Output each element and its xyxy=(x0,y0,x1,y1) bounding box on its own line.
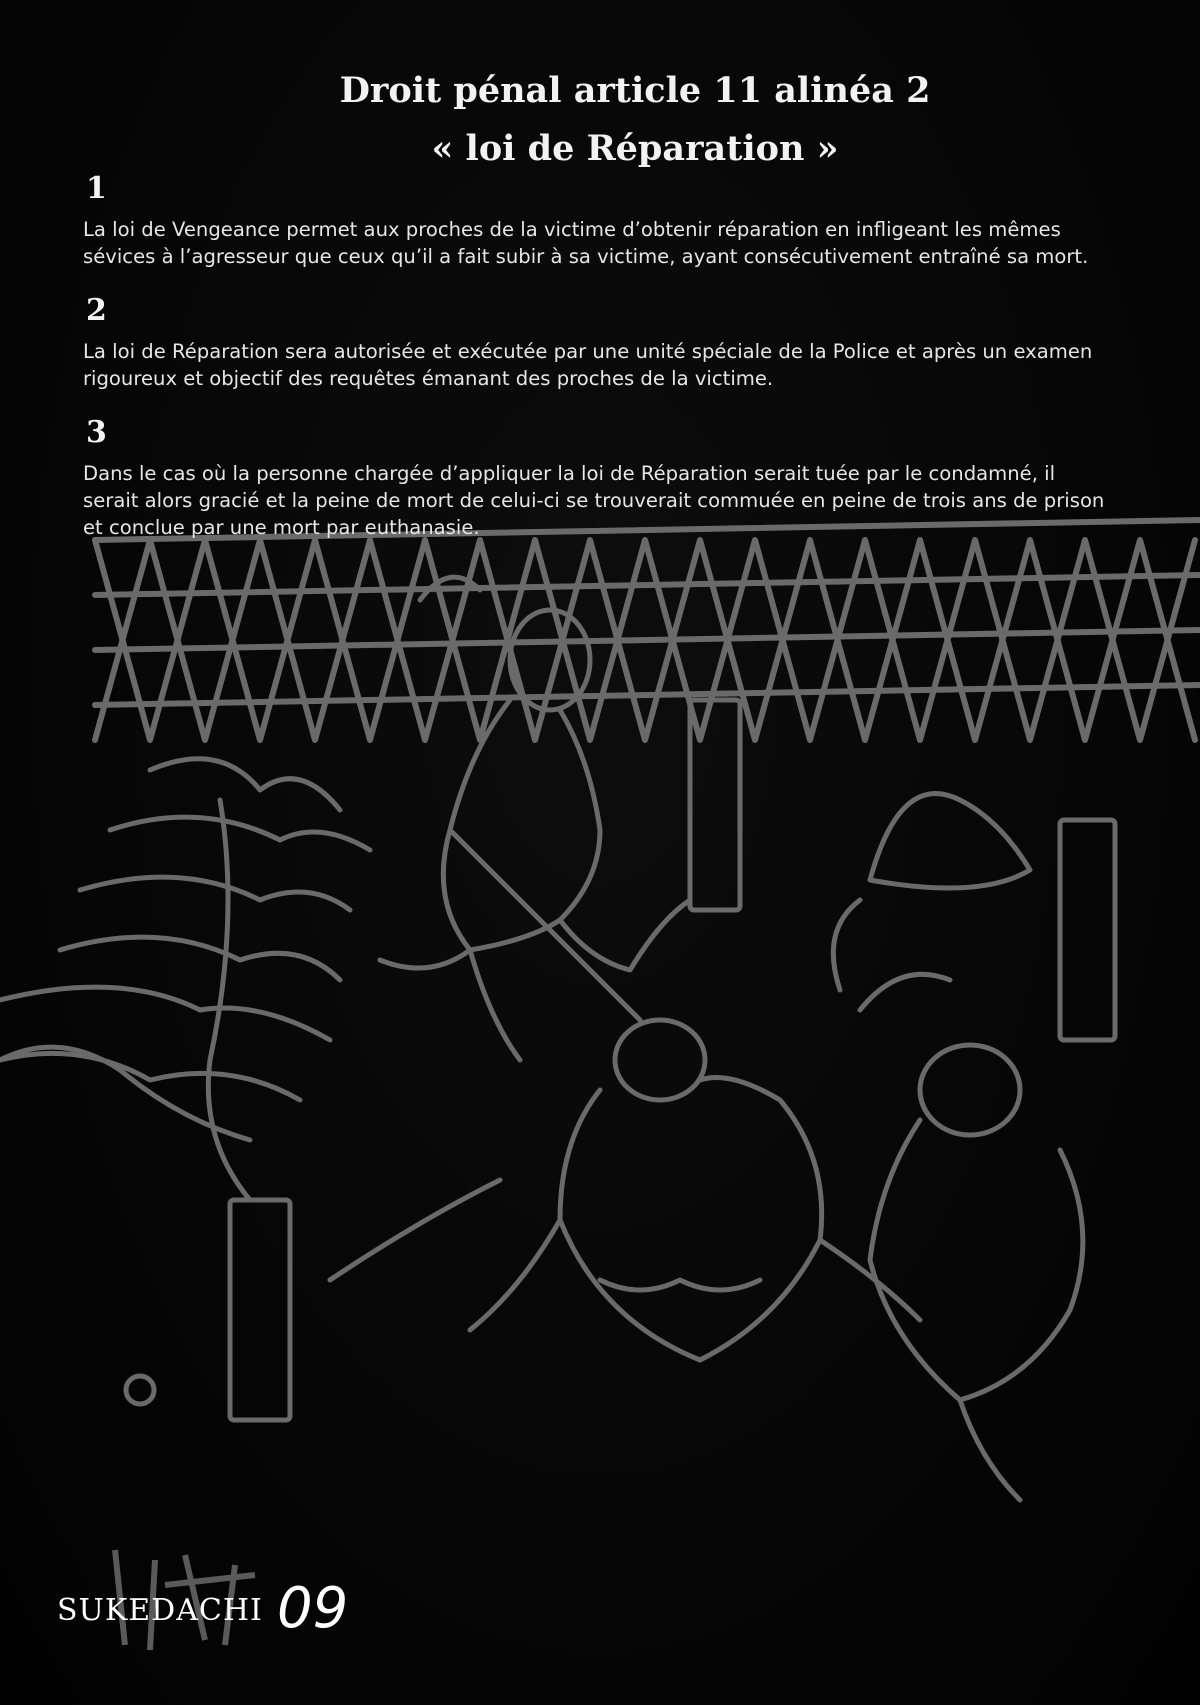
fallen-warrior xyxy=(330,1020,920,1360)
article-number: 3 xyxy=(86,415,107,450)
series-logo xyxy=(55,1545,355,1655)
artist-seal xyxy=(126,1376,154,1404)
rock xyxy=(870,794,1030,888)
pine-tree xyxy=(0,759,370,1200)
article-1 xyxy=(83,168,1113,270)
article-2 xyxy=(83,290,1113,392)
title-line-2: « loi de Réparation » xyxy=(431,128,839,169)
fight-scene-illustration xyxy=(0,500,1200,1560)
name-plaque-2 xyxy=(1060,820,1115,1040)
article-number: 1 xyxy=(86,171,107,206)
leaping-samurai xyxy=(380,577,690,1060)
logo-volume: 09 xyxy=(277,1576,349,1641)
article-text: La loi de Vengeance permet aux proches de la victime d’obtenir réparation en infligeant les mêmes sévices à l’agresseur que ceux qu’il a fait subir à sa victime, ayant consécutivement entraîné sa mort. xyxy=(83,218,1089,268)
ground xyxy=(0,1047,250,1140)
logo-title: SUKEDACHI xyxy=(57,1593,263,1628)
articles-list xyxy=(83,168,1113,561)
article-number: 2 xyxy=(86,293,107,328)
third-figure xyxy=(833,900,1083,1500)
article-text: Dans le cas où la personne chargée d’appliquer la loi de Réparation serait tuée par le condamné, il serait alors gracié et la peine de mort de celui-ci se trouverait commuée en peine de trois ans de prison et conclue par une mort par euthanasie. xyxy=(83,462,1105,539)
article-text: La loi de Réparation sera autorisée et exécutée par une unité spéciale de la Police et après un examen rigoureux et objectif des requêtes émanant des proches de la victime. xyxy=(83,340,1093,390)
title-line-1: Droit pénal article 11 alinéa 2 xyxy=(339,70,931,111)
name-plaque-3 xyxy=(230,1200,290,1420)
page-title xyxy=(240,62,1030,178)
article-3 xyxy=(83,412,1113,541)
